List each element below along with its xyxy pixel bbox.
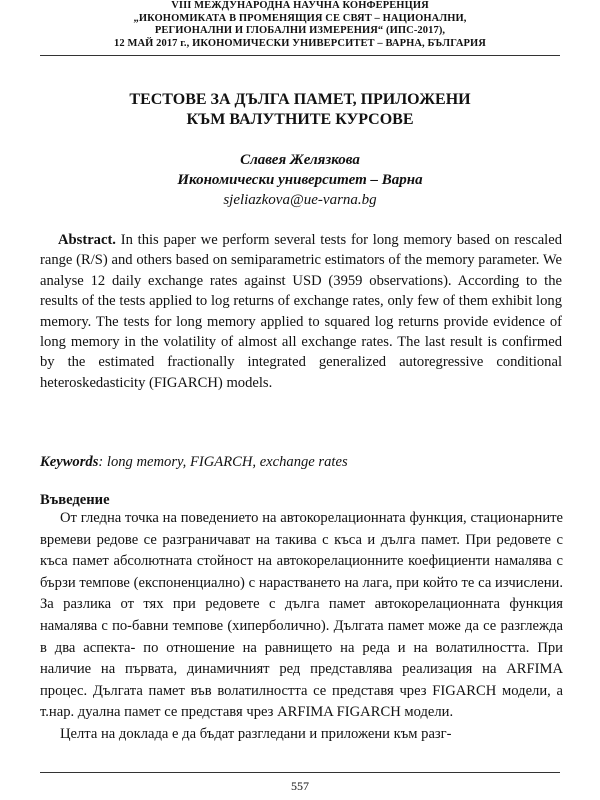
body-paragraph: Целта на доклада е да бъдат разгледани и приложени към разг- [60,725,452,742]
introduction-body [40,508,563,746]
keywords [40,452,560,472]
footer-divider [40,772,560,773]
abstract-label: Abstract. [58,232,116,248]
conference-header-line: „ИКОНОМИКАТА В ПРОМЕНЯЩИЯ СЕ СВЯТ – НАЦИОНАЛНИ, [133,12,467,24]
author-name: Славея Желязкова [240,152,360,168]
keywords-label: Keywords [40,454,99,470]
body-paragraph: От гледна точка на поведението на автокорелационната функция, стационарните времеви редове се разграничават на такива с къса и дълга памет. При редовете с къса памет абсолютната стойност на автокорелационните коефициенти намалява с бързи темпове (експоненциално) с нарастването на лага, при който те са изчислени. За разлика от тях при редовете с дълга памет автокорелационната функция намалява с по-бавни темпове (хиперболично). Дългата памет може да се разглежда в два аспекта- по отношение на равнището на реда и на волатилността. При наличие на първата, динамичният ред представлява реализация на ARFIMA процес. Дългата памет във волатилността се представя чрез FIGARCH модели, а т.нар. дуална памет се представя чрез ARFIMA FIGARCH модели. [40,510,563,721]
paper-title-line: КЪМ ВАЛУТНИТЕ КУРСОВЕ [186,111,414,128]
keywords-text: : long memory, FIGARCH, exchange rates [98,454,348,470]
conference-header-line: VIII МЕЖДУНАРОДНА НАУЧНА КОНФЕРЕНЦИЯ [171,0,429,11]
author-affiliation: Икономически университет – Варна [177,172,423,188]
abstract-text: In this paper we perform several tests for long memory based on rescaled range (R/S) and others based on semiparametric estimators of the memory parameter. We analyse 12 daily exchange rates against USD (3959 observations). According to the results of the tests applied to log returns of exchange rates, only few of them exhibit long memory. The tests for long memory applied to squared log returns provide evidence of long memory in the volatility of almost all exchange rates. The last result is confirmed by the estimated fractionally integrated generalized autoregressive conditional heteroskedasticity (FIGARCH) models. [40,232,562,391]
abstract [40,230,562,393]
conference-header-line: 12 МАЙ 2017 г., ИКОНОМИЧЕСКИ УНИВЕРСИТЕТ – ВАРНА, БЪЛГАРИЯ [114,37,486,49]
author-block [40,150,560,210]
paper-title-line: ТЕСТОВЕ ЗА ДЪЛГА ПАМЕТ, ПРИЛОЖЕНИ [129,91,471,108]
conference-header-line: РЕГИОНАЛНИ И ГЛОБАЛНИ ИЗМЕРЕНИЯ“ (ИПС-2017), [154,25,446,36]
header-divider [40,55,560,56]
author-email[interactable]: sjeliazkova@ue-varna.bg [223,192,377,208]
page-number: 557 [291,779,309,793]
conference-header [40,0,560,50]
section-heading-introduction: Въведение [40,492,110,508]
paper-title [40,90,560,130]
